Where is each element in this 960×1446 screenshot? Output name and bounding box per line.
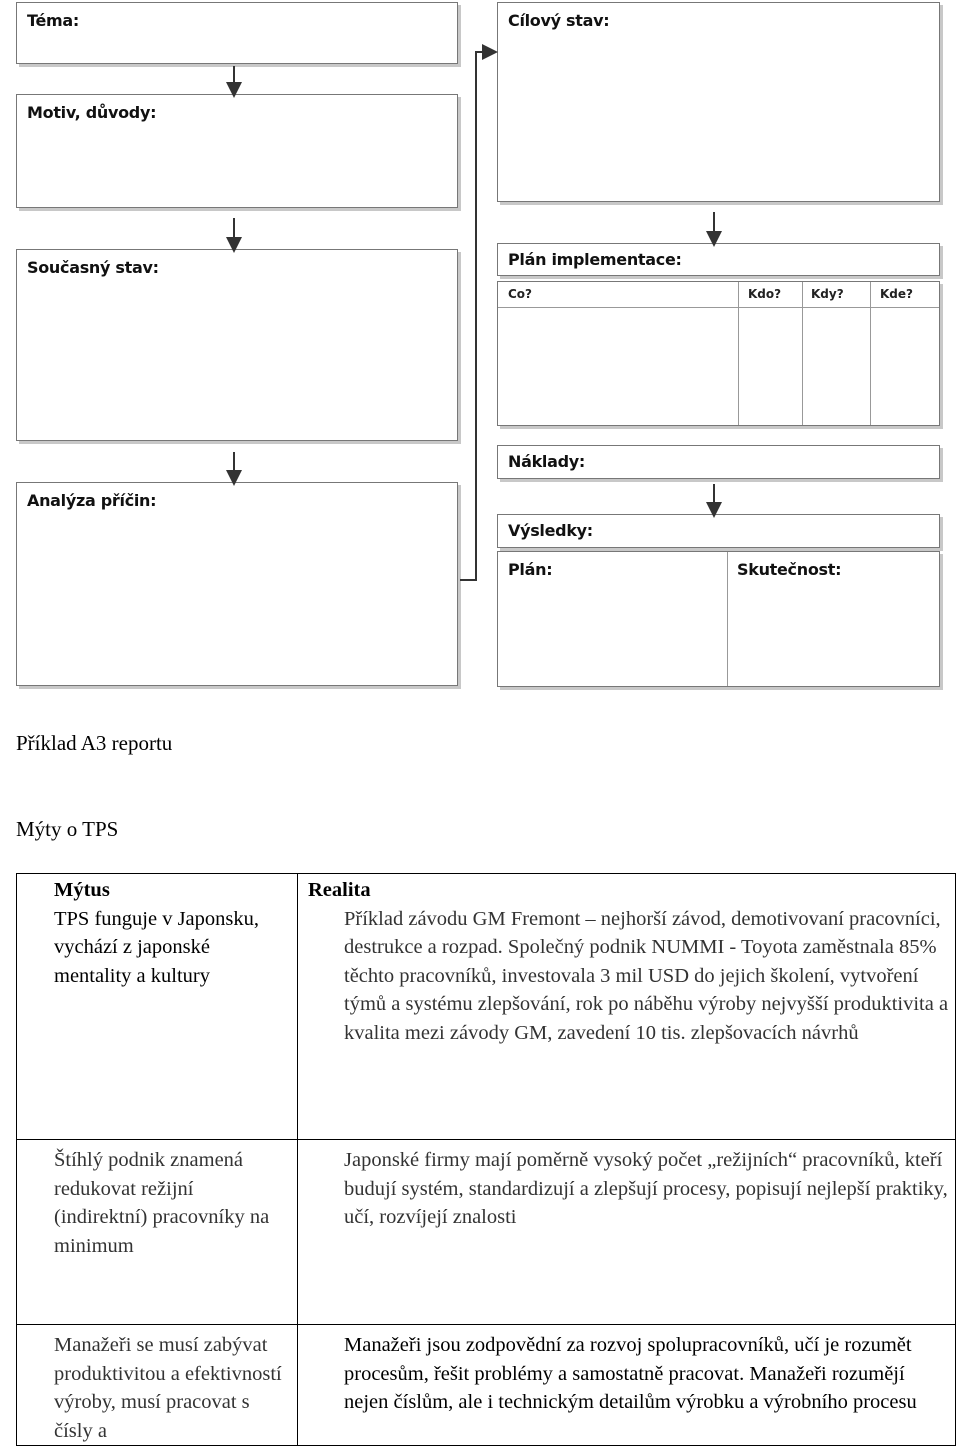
myths-table (16, 873, 956, 1446)
section-title: Mýty o TPS (16, 817, 119, 841)
caption: Příklad A3 reportu (16, 731, 173, 755)
label-naklady: Náklady: (508, 452, 585, 471)
label-plan: Plán: (508, 560, 553, 579)
label-kde: Kde? (880, 287, 913, 301)
label-skutecnost: Skutečnost: (737, 560, 842, 579)
reality-text: Japonské firmy mají poměrně vysoký počet „režijních“ pracovníků, kteří budují systém, standardizují a zlepšují procesy, popisují nejlepší praktiky, učí, rozvíjejí znalosti (344, 1149, 948, 1228)
arrow-connector-icon (460, 52, 490, 580)
col-header-mytus: Mýtus (54, 879, 110, 901)
label-plan-implementace: Plán implementace: (508, 250, 682, 269)
myth-cell (17, 1140, 298, 1325)
myth-text: TPS funguje v Japonsku, vychází z japonské mentality a kultury (54, 907, 259, 987)
label-motiv: Motiv, důvody: (27, 103, 157, 122)
label-cilovy-stav: Cílový stav: (508, 11, 610, 30)
reality-cell (298, 1140, 956, 1325)
reality-text: Příklad závodu GM Fremont – nejhorší závod, demotivovaní pracovníci, destrukce a rozpad. Společný podnik NUMMI - Toyota zaměstnala 85% těchto pracovníků, investovala 3 mil USD do jejich školení, vytvoření týmů a systému zlepšování, rok po náběhu výroby nejvyšší produktivita a kvalita mezi závody GM, zavedení 10 tis. zlepšovacích návrhů (344, 907, 949, 1044)
label-vysledky: Výsledky: (508, 521, 593, 540)
label-co: Co? (508, 287, 533, 301)
table-row (17, 1325, 956, 1446)
reality-cell (298, 874, 956, 1140)
label-tema: Téma: (27, 11, 80, 30)
reality-text: Manažeři jsou zodpovědní za rozvoj spolupracovníků, učí je rozumět procesům, řešit problémy a samostatně pracovat. Manažeři rozumějí nejen číslům, ale i technickým detailům výrobku a výrobního procesu (344, 1334, 917, 1413)
col-header-realita: Realita (308, 879, 371, 901)
label-kdy: Kdy? (811, 287, 844, 301)
label-analyza: Analýza příčin: (27, 491, 157, 510)
myth-cell (17, 874, 298, 1140)
label-kdo: Kdo? (748, 287, 782, 301)
myth-text: Štíhlý podnik znamená redukovat režijní (indirektní) pracovníky na minimum (54, 1149, 270, 1257)
label-soucasny-stav: Současný stav: (27, 258, 159, 277)
reality-cell (298, 1325, 956, 1446)
myth-text: Manažeři se musí zabývat produktivitou a efektivností výroby, musí pracovat s čísly a (54, 1334, 282, 1442)
table-row (17, 1140, 956, 1325)
myth-cell (17, 1325, 298, 1446)
table-row (17, 874, 956, 1140)
flow-arrows (0, 0, 960, 700)
